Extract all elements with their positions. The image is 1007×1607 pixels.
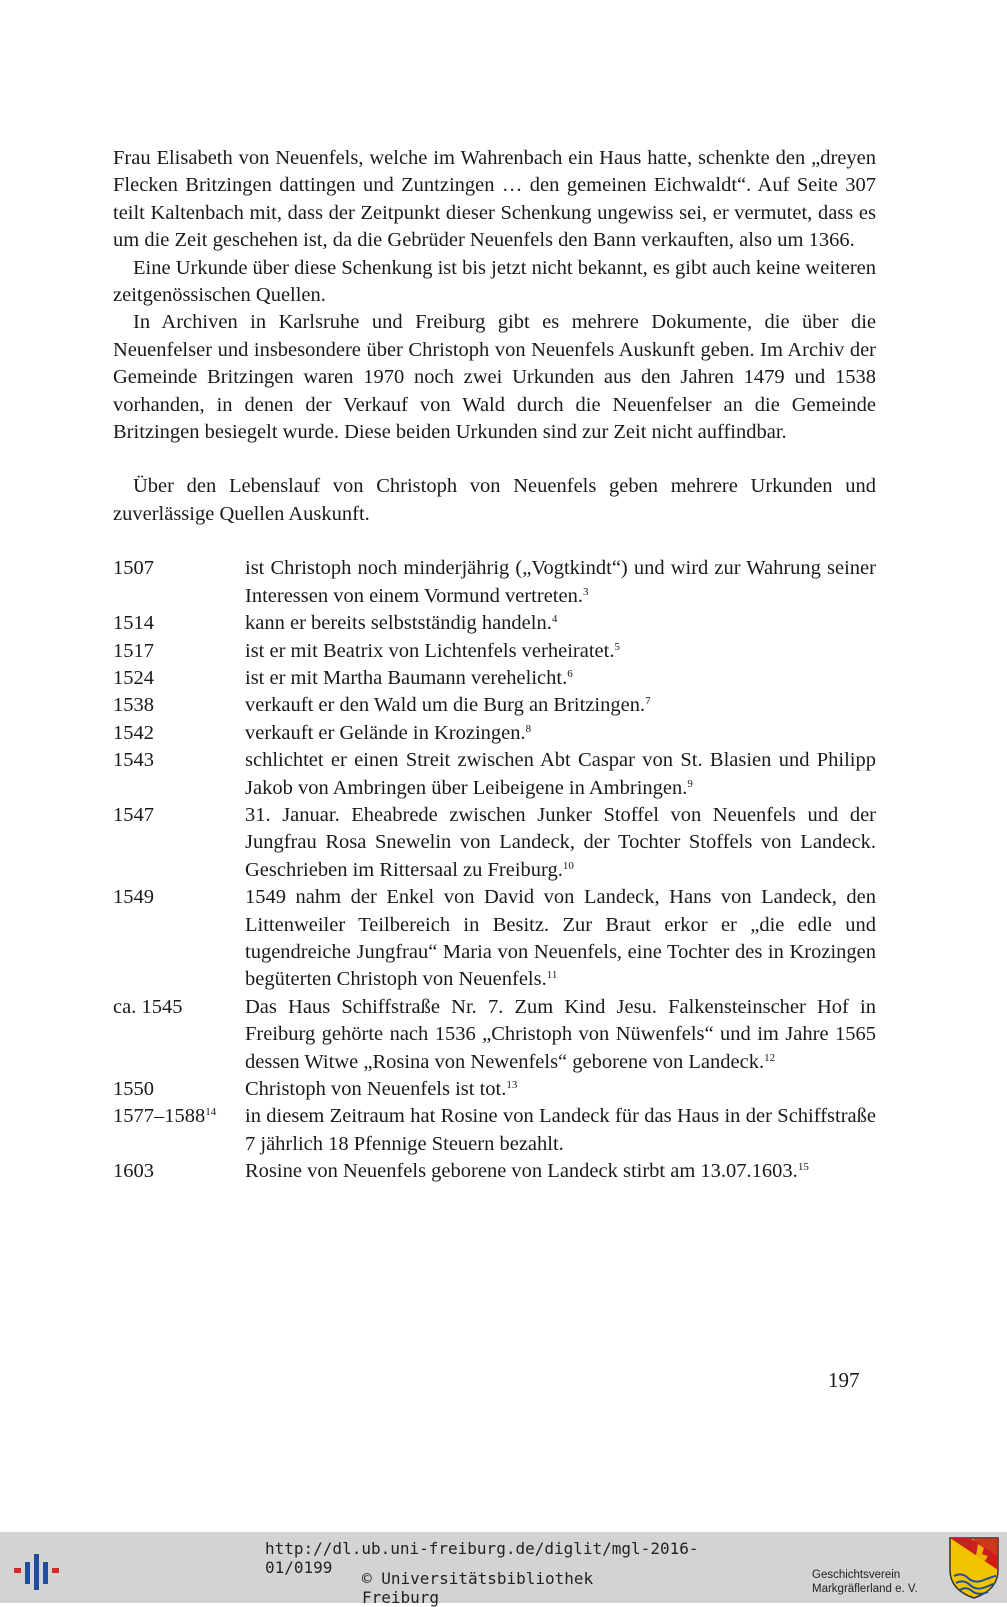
timeline-entry — [113, 1076, 876, 1103]
society-name-line2: Markgräflerland e. V. — [812, 1583, 918, 1595]
timeline-entry — [113, 1103, 876, 1158]
timeline-year: 1549 — [113, 886, 154, 909]
timeline-text: schlichtet er einen Streit zwischen Abt Caspar von St. Blasien und Philipp Jakob von Ambringen über Leibeigene in Ambringen.$^9$ — [245, 749, 876, 799]
timeline — [113, 555, 876, 1185]
timeline-text: Rosine von Neuenfels geborene von Landeck stirbt am 13.07.1603.15 — [245, 1160, 809, 1183]
footnote-ref: 15 — [797, 1161, 809, 1174]
paragraph: Frau Elisabeth von Neuenfels, welche im Wahrenbach ein Haus hatte, schenkte den „dreyen Flecken Britzingen dattingen und Zuntzingen … den gemeinen Eichwaldt“. Auf Seite 307 teilt Kaltenbach mit, dass der Zeitpunkt dieser Schenkung ungewiss sei, er vermutet, dass es um die Zeit geschehen ist, da die Gebrüder Neuenfels den Bann verkauften, also um 1366. — [113, 147, 876, 252]
timeline-year: 1577–1588$^{14}$ — [113, 1105, 217, 1128]
timeline-text: in diesem Zeitraum hat Rosine von Landeck für das Haus in der Schiffstraße 7 jährlich 18 Pfennige Steuern bezahlt. — [245, 1105, 876, 1155]
footnote-ref: 14 — [205, 1106, 217, 1119]
timeline-entry — [113, 692, 876, 719]
footnote-ref: 10 — [562, 859, 574, 872]
timeline-text: 31. Januar. Eheabrede zwischen Junker Stoffel von Neuenfels und der Jungfrau Rosa Snewelin von Landeck, der Tochter Stoffels von Landeck. Geschrieben im Rittersaal zu Freiburg.$^{10}$ — [245, 803, 876, 881]
footnote-ref: 6 — [567, 667, 573, 680]
paragraph: In Archiven in Karlsruhe und Freiburg gibt es mehrere Dokumente, die über die Neuenfelser und insbesondere über Christoph von Neuenfels Auskunft geben. Im Archiv der Gemeinde Britzingen waren 1970 noch zwei Urkunden aus den Jahren 1479 und 1538 vorhanden, in denen der Verkauf von Wald durch die Neuenfelser an die Gemeinde Britzingen besiegelt wurde. Diese beiden Urkunden sind zur Zeit nicht auffindbar. — [113, 311, 876, 444]
timeline-text: ist er mit Martha Baumann verehelicht.$^6$ — [245, 666, 573, 689]
timeline-year: 1547 — [113, 803, 154, 826]
footnote-ref: 13 — [506, 1079, 518, 1091]
timeline-year: 1524 — [113, 666, 154, 689]
timeline-text: verkauft er Gelände in Krozingen.$^8$ — [245, 721, 532, 744]
footnote-ref: 3 — [582, 585, 589, 598]
timeline-text: kann er bereits selbstständig handeln.$^4$ — [245, 612, 558, 635]
copyright-text: © Universitätsbibliothek Freiburg — [362, 1569, 594, 1607]
timeline-text: 1549 nahm der Enkel von David von Landeck, Hans von Landeck, den Littenweiler Teilbereich in Besitz. Zur Braut erkor er „die edle und tugendreiche Jungfrau“ Maria von Neuenfels, eine Tochter des in Krozingen begüterten Christoph von Neuenfels.$^{11}$ — [245, 886, 876, 991]
timeline-entry — [113, 665, 876, 692]
timeline-year: 1550 — [113, 1078, 154, 1100]
timeline-entry — [113, 747, 876, 802]
timeline-year: 1538 — [113, 694, 154, 717]
timeline-text: ist Christoph noch minderjährig („Vogtkindt“) und wird zur Wahrung seiner Interessen von einem Vormund vertreten.$^3$ — [245, 557, 876, 607]
footnote-ref: 11 — [546, 969, 558, 982]
footnote-ref: 5 — [614, 640, 620, 653]
coat-of-arms-icon — [948, 1536, 1000, 1599]
paragraph: Über den Lebenslauf von Christoph von Neuenfels geben mehrere Urkunden und zuverlässige Quellen Auskunft. — [113, 475, 876, 525]
timeline-year: 1514 — [113, 612, 154, 635]
timeline-text: Das Haus Schiffstraße Nr. 7. Zum Kind Jesu. Falkensteinscher Hof in Freiburg gehörte nach 1536 „Christoph von Nüwenfels“ und im Jahre 1565 dessen Witwe „Rosina von Newenfels“ geborene von Landeck.$^{12}$ — [245, 995, 876, 1073]
timeline-entry — [113, 555, 876, 610]
paragraph: Eine Urkunde über diese Schenkung ist bis jetzt nicht bekannt, es gibt auch keine weiteren zeitgenössischen Quellen. — [113, 256, 876, 307]
timeline-year: 1542 — [113, 721, 154, 744]
footer-bar — [0, 1532, 1007, 1607]
footnote-ref: 4 — [551, 613, 558, 626]
timeline-entry — [113, 802, 876, 884]
timeline-year: 1517 — [113, 639, 154, 662]
footnote-ref: 7 — [645, 695, 651, 708]
footnote-ref: 9 — [687, 777, 693, 790]
society-name — [812, 1568, 942, 1596]
page-body — [113, 145, 876, 1186]
timeline-year: 1543 — [113, 749, 154, 772]
timeline-entry — [113, 884, 876, 994]
timeline-entry — [113, 994, 876, 1076]
footnote-ref: 12 — [764, 1051, 776, 1064]
timeline-text: verkauft er den Wald um die Burg an Britzingen.$^7$ — [245, 694, 651, 717]
source-url-link[interactable]: http://dl.ub.uni-freiburg.de/diglit/mgl-2016-01/0199 — [265, 1539, 699, 1577]
timeline-year: 1603 — [113, 1160, 154, 1183]
timeline-year: ca. 1545 — [113, 995, 183, 1018]
footnote-ref: 8 — [525, 722, 532, 735]
timeline-entry — [113, 1158, 876, 1185]
society-name-line1: Geschichtsverein — [812, 1569, 901, 1581]
timeline-entry — [113, 720, 876, 747]
university-library-logo-icon — [14, 1554, 64, 1590]
timeline-text: ist er mit Beatrix von Lichtenfels verheiratet.$^5$ — [245, 639, 620, 662]
timeline-entry — [113, 638, 876, 665]
page-number: 197 — [828, 1368, 860, 1392]
timeline-year: 1507 — [113, 557, 154, 580]
timeline-entry — [113, 610, 876, 637]
timeline-text: Christoph von Neuenfels ist tot.$^{13}$ — [245, 1078, 518, 1100]
